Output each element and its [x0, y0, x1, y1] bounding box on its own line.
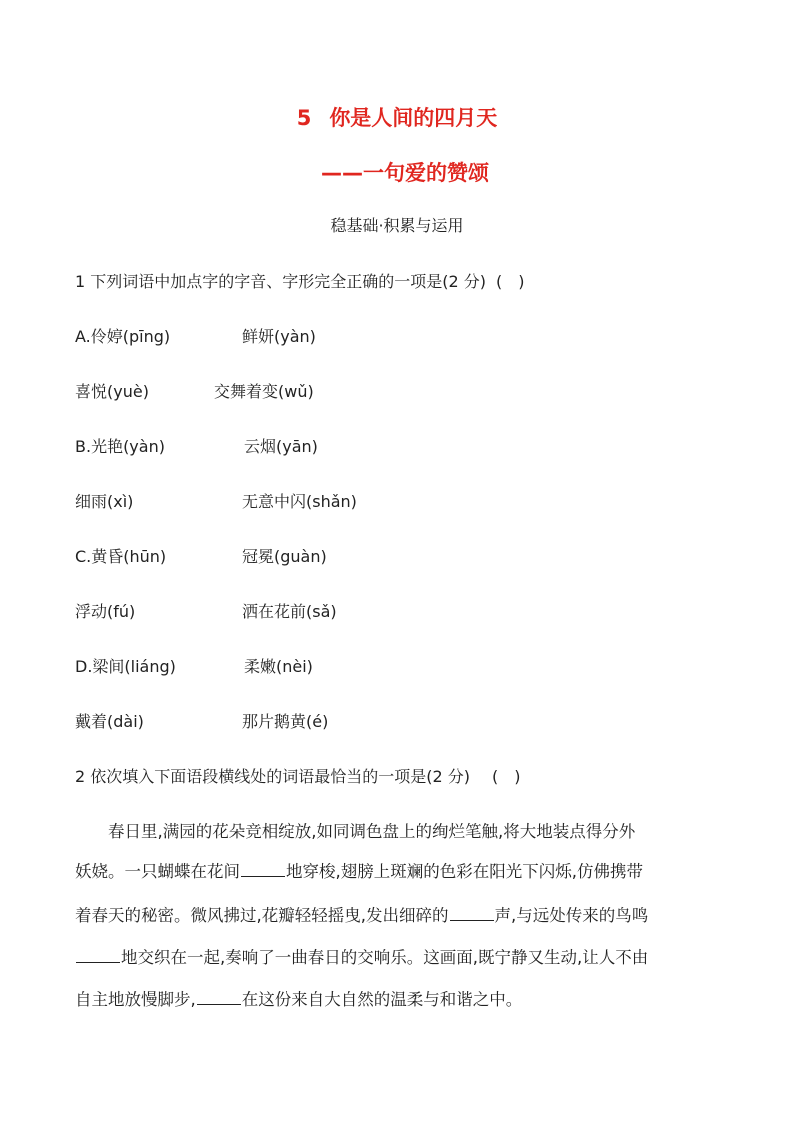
lesson-title-text: 你是人间的四月天	[329, 106, 498, 130]
option-row-word: 交舞着变(wǔ)	[214, 382, 314, 401]
question-2-answer-paren: ( )	[492, 767, 521, 786]
lesson-number: 5	[296, 106, 312, 130]
passage-text: 在这份来自大自然的温柔与和谐之中。	[241, 990, 523, 1009]
option-row-word: 云烟(yān)	[244, 437, 318, 456]
question-2-text: 2 依次填入下面语段横线处的词语最恰当的一项是(2 分)	[75, 767, 471, 786]
lesson-subtitle: ——一句爱的赞颂	[321, 161, 489, 185]
passage-line: 春日里,满园的花朵竞相绽放,如同调色盘上的绚烂笔触,将大地装点得分外	[108, 822, 636, 841]
option-row: D.梁间(liáng)	[75, 657, 176, 676]
passage-text: 声,与远处传来的鸟鸣	[494, 906, 649, 925]
option-row: C.黄昏(hūn)	[75, 547, 167, 566]
option-row: 细雨(xì)	[75, 492, 134, 511]
fill-blank	[76, 948, 120, 963]
passage-text: 着春天的秘密。微风拂过,花瓣轻轻摇曳,发出细碎的	[75, 906, 449, 925]
passage-line	[75, 990, 721, 1010]
passage-text: 妖娆。一只蝴蝶在花间	[75, 862, 240, 881]
option-row: B.光艳(yàn)	[75, 437, 165, 456]
option-row: 喜悦(yuè)	[75, 382, 149, 401]
section-heading: 稳基础·积累与运用	[330, 216, 464, 235]
question-1-stem	[75, 272, 525, 292]
fill-blank	[450, 906, 494, 921]
passage-line	[75, 906, 721, 926]
option-row-word: 洒在花前(sǎ)	[242, 602, 337, 621]
option-row-word: 冠冕(guàn)	[242, 547, 327, 566]
question-2-stem	[75, 767, 521, 787]
fill-blank	[197, 990, 241, 1005]
passage-text: 地穿梭,翅膀上斑斓的色彩在阳光下闪烁,仿佛携带	[286, 862, 643, 881]
option-row: 戴着(dài)	[75, 712, 144, 731]
fill-blank	[241, 862, 285, 877]
option-row-word: 柔嫩(nèi)	[244, 657, 313, 676]
passage-text: 地交织在一起,奏响了一曲春日的交响乐。这画面,既宁静又生动,让人不由	[121, 948, 649, 967]
question-1-answer-paren: ( )	[496, 272, 525, 291]
passage-line	[75, 862, 721, 882]
option-row: A.伶婷(pīng)	[75, 327, 171, 346]
option-row-word: 鲜妍(yàn)	[242, 327, 316, 346]
question-1-text: 1 下列词语中加点字的字音、字形完全正确的一项是(2 分)	[75, 272, 487, 291]
passage-text: 自主地放慢脚步,	[75, 990, 196, 1009]
lesson-title	[0, 106, 794, 130]
option-row: 浮动(fú)	[75, 602, 136, 621]
option-row-word: 无意中闪(shǎn)	[242, 492, 357, 511]
option-row-word: 那片鹅黄(é)	[242, 712, 329, 731]
passage-line	[75, 948, 721, 968]
